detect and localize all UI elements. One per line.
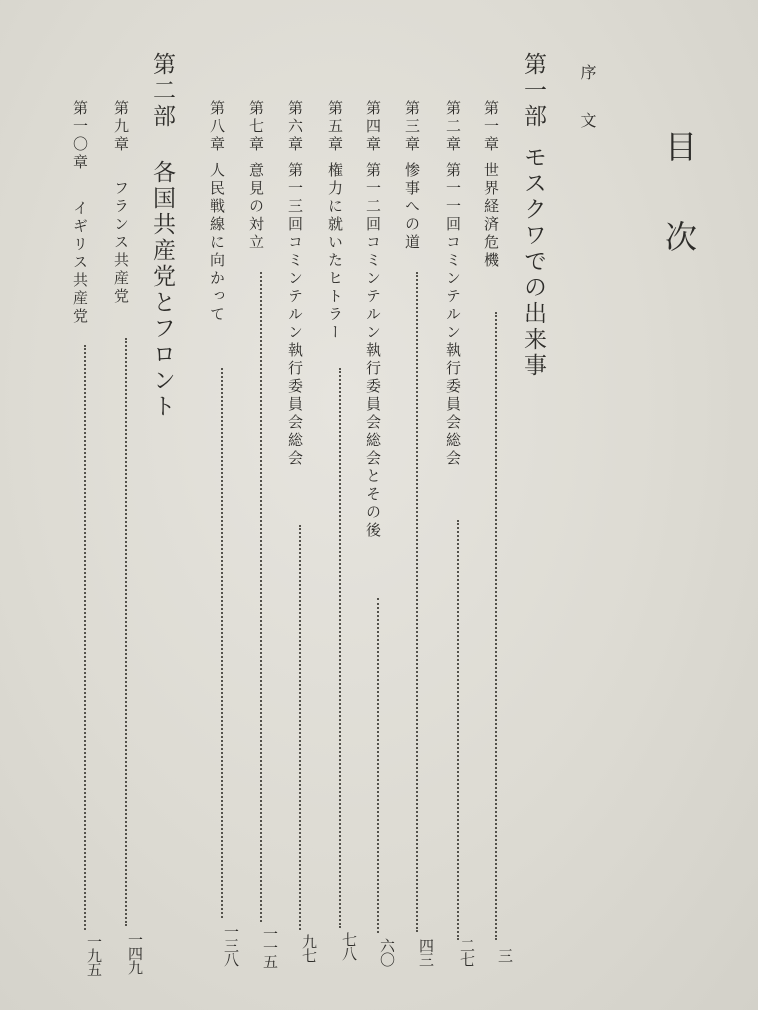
leader-dots (377, 598, 379, 933)
part-1-label: 第一部 (520, 52, 546, 130)
chapter-7-label: 第七章 (247, 100, 265, 154)
chapter-5-label: 第五章 (326, 100, 344, 154)
leader-dots (125, 338, 127, 926)
chapter-6-title: 第一三回コミンテルン執行委員会総会 (286, 162, 304, 468)
part-2-label: 第二部 (149, 52, 175, 130)
part-2-title: 各国共産党とフロント (149, 160, 175, 420)
leader-dots (221, 368, 223, 918)
leader-dots (260, 272, 262, 922)
chapter-1-title: 世界経済危機 (482, 162, 500, 270)
preface-heading: 序文 (578, 64, 597, 160)
part-1-title: モスクワでの出来事 (520, 145, 546, 379)
leader-dots (339, 368, 341, 928)
leader-dots (299, 525, 301, 930)
chapter-4-label: 第四章 (364, 100, 382, 154)
chapter-7-page: 一一五 (261, 926, 279, 968)
chapter-6-label: 第六章 (286, 100, 304, 154)
chapter-9-title: フランス共産党 (112, 180, 130, 306)
chapter-3-title: 惨事への道 (403, 162, 421, 252)
chapter-2-label: 第二章 (444, 100, 462, 154)
chapter-5-page: 七八 (340, 932, 358, 960)
chapter-3-page: 四三 (417, 938, 435, 966)
page-title: 目次 (660, 130, 698, 310)
chapter-9-label: 第九章 (112, 100, 130, 154)
chapter-3-label: 第三章 (403, 100, 421, 154)
chapter-10-label: 第一〇章 (71, 100, 89, 172)
leader-dots (457, 520, 459, 940)
chapter-8-label: 第八章 (208, 100, 226, 154)
leader-dots (416, 272, 418, 932)
leader-dots (84, 345, 86, 930)
chapter-8-title: 人民戦線に向かって (208, 162, 226, 324)
leader-dots (495, 312, 497, 940)
chapter-4-page: 六〇 (378, 938, 396, 966)
chapter-1-page: 三 (496, 948, 514, 962)
chapter-10-page: 一九五 (85, 934, 103, 976)
chapter-1-label: 第一章 (482, 100, 500, 154)
chapter-4-title: 第一二回コミンテルン執行委員会総会とその後 (364, 162, 382, 540)
chapter-8-page: 一三八 (222, 924, 240, 966)
chapter-7-title: 意見の対立 (247, 162, 265, 252)
chapter-9-page: 一四九 (126, 932, 144, 974)
chapter-5-title: 権力に就いたヒトラー (326, 162, 344, 342)
chapter-10-title: イギリス共産党 (71, 200, 89, 326)
chapter-2-title: 第一一回コミンテルン執行委員会総会 (444, 162, 462, 468)
chapter-6-page: 九七 (300, 934, 318, 962)
chapter-2-page: 二七 (458, 938, 476, 966)
